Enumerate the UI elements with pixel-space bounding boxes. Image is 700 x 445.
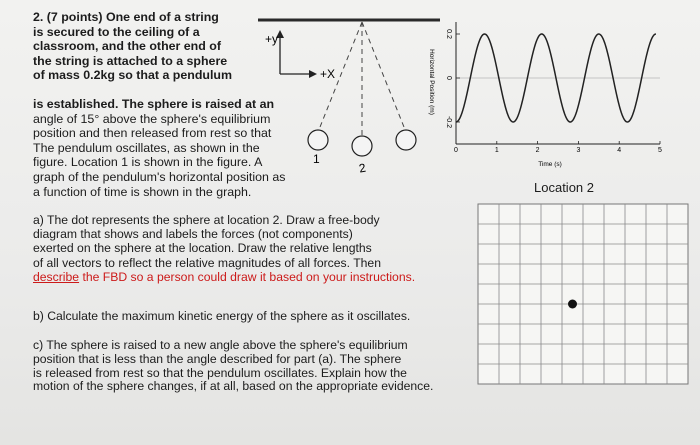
x-axis-label: +X (320, 67, 336, 81)
x-tick-label: 0 (454, 147, 458, 154)
describe-word: describe (33, 269, 80, 284)
graph-x-title: Time (s) (538, 161, 562, 168)
body-line: position and then released from rest so that (33, 126, 272, 141)
header-line: is secured to the ceiling of a (33, 24, 200, 39)
header-line: classroom, and the other end of (33, 39, 221, 54)
part-a-line: a) The dot represents the sphere at location 2. Draw a free-body (33, 213, 380, 227)
part-c-line: position that is less than the angle described for part (a). The sphere (33, 351, 402, 366)
part-a-line: of all vectors to reflect the relative magnitudes of all forces. Then (33, 255, 381, 270)
sphere-dot (568, 300, 577, 309)
part-a-line: diagram that shows and labels the forces (not components) (33, 227, 353, 242)
body-line: figure. Location 1 is shown in the figure. A (33, 155, 263, 170)
x-tick-label: 3 (576, 147, 581, 154)
x-tick-label: 4 (617, 147, 622, 154)
part-c-line: c) The sphere is raised to a new angle above the sphere's equilibrium (33, 338, 408, 352)
header-line: of mass 0.2kg so that a pendulum (33, 68, 232, 83)
x-tick-label: 5 (658, 147, 662, 154)
body-line: angle of 15° above the sphere's equilibrium (33, 111, 271, 126)
y-tick-label: 0.2 (445, 29, 452, 39)
location-2-title: Location 2 (534, 180, 594, 195)
body-line: graph of the pendulum's horizontal position as (33, 169, 286, 184)
part-a-last-line (33, 270, 463, 284)
part-c-text (33, 339, 473, 394)
body-line: a function of time is shown in the graph. (33, 184, 252, 199)
part-b-text: b) Calculate the maximum kinetic energy of the sphere as it oscillates. (33, 309, 411, 323)
y-tick-label: -0.2 (445, 115, 452, 129)
location-1-label: 1 (313, 152, 320, 166)
part-a-line: exerted on the sphere at the location. Draw the relative lengths (33, 241, 372, 256)
part-a-text (33, 213, 463, 284)
y-tick-label: 0 (445, 76, 452, 80)
body-line: is established. The sphere is raised at an (33, 97, 275, 111)
x-tick-label: 2 (535, 147, 540, 154)
y-axis-label: +y (265, 32, 279, 46)
describe-rest: the FBD so a person could draw it based on your instructions. (79, 269, 416, 284)
location-2-label: 2 (357, 160, 367, 176)
body-line: The pendulum oscillates, as shown in the (33, 140, 260, 155)
part-c-line: motion of the sphere changes, if at all, based on the appropriate evidence. (33, 379, 434, 394)
header-line: 2. (7 points) One end of a string (33, 10, 219, 24)
location-2-grid (477, 203, 689, 385)
x-tick-label: 1 (494, 147, 499, 154)
header-line: the string is attached to a sphere (33, 53, 228, 68)
part-c-line: is released from rest so that the pendulum oscillates. Explain how the (33, 365, 407, 380)
graph-y-title: Horizontal Position (m) (428, 49, 435, 115)
